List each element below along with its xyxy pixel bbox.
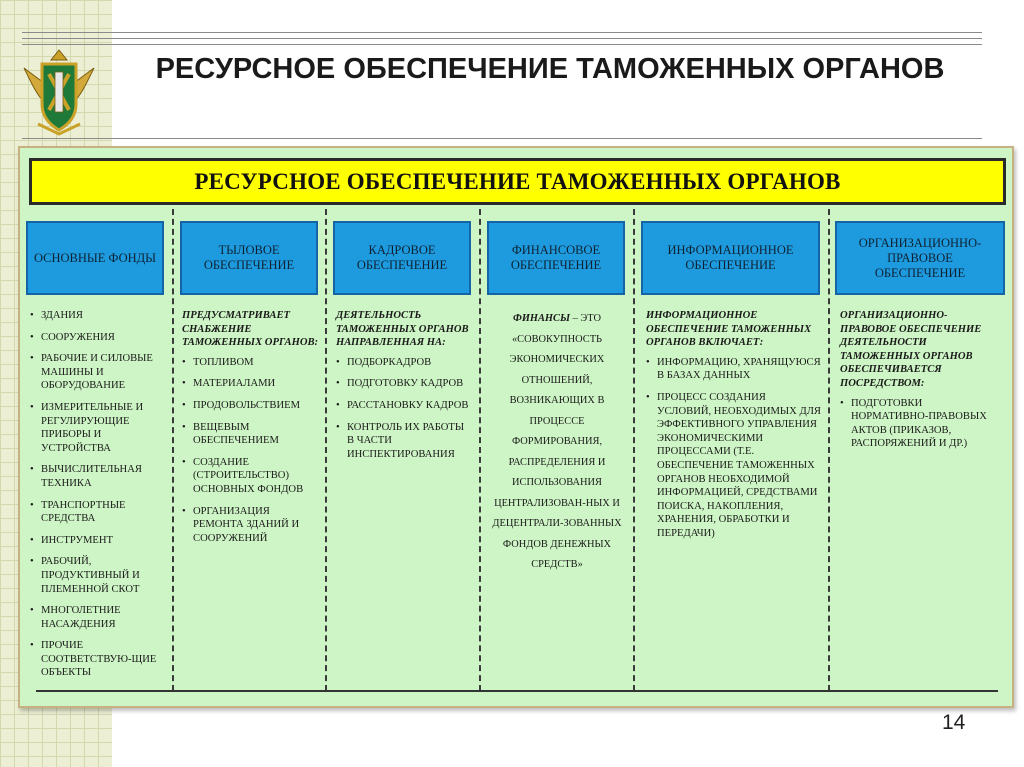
list-item: • МНОГОЛЕТНИЕ НАСАЖДЕНИЯ bbox=[30, 604, 168, 631]
list-item: • ПОДГОТОВКИ НОРМАТИВНО-ПРАВОВЫХ АКТОВ (ПРИКАЗОВ, РАСПОРЯЖЕНИЙ И ДР.) bbox=[840, 397, 1000, 451]
top-divider-2 bbox=[22, 38, 982, 39]
list-item: • ИНФОРМАЦИЮ, ХРАНЯЩУЮСЯ В БАЗАХ ДАННЫХ bbox=[646, 356, 822, 383]
list-item: • РАБОЧИЕ И СИЛОВЫЕ МАШИНЫ И ОБОРУДОВАНИЕ bbox=[30, 352, 168, 393]
list-item: • ПРОЦЕСС СОЗДАНИЯ УСЛОВИЙ, НЕОБХОДИМЫХ ДЛЯ ЭФФЕКТИВНОГО УПРАВЛЕНИЯ ЭКОНОМИЧЕСКИМИ ПРОЦЕССАМИ (Т.Е. ОБЕСПЕЧЕНИЕ ТАМОЖЕННЫХ ОРГАНОВ НЕОБХОДИМОЙ ИНФОРМАЦИЕЙ, СРЕДСТВАМИ ПОИСКА, НАКОПЛЕНИЯ, ХРАНЕНИЯ, ОБРАБОТКИ И ПЕРЕДАЧИ) bbox=[646, 391, 822, 541]
list-item: • СООРУЖЕНИЯ bbox=[30, 331, 168, 345]
column-legal bbox=[840, 309, 1000, 459]
list-item: • РАССТАНОВКУ КАДРОВ bbox=[336, 399, 472, 413]
list-item: • ПОДБОРКАДРОВ bbox=[336, 356, 472, 370]
list-item: • ИЗМЕРИТЕЛЬНЫЕ И РЕГУЛИРУЮЩИЕ ПРИБОРЫ И УСТРОЙСТВА bbox=[30, 401, 168, 455]
category-fixed-assets: ОСНОВНЫЕ ФОНДЫ bbox=[26, 221, 164, 295]
list-item: • ПРОДОВОЛЬСТВИЕМ bbox=[182, 399, 320, 413]
list-item: • ПОДГОТОВКУ КАДРОВ bbox=[336, 377, 472, 391]
list-item: • РАБОЧИЙ, ПРОДУКТИВНЫЙ И ПЛЕМЕННОЙ СКОТ bbox=[30, 555, 168, 596]
list-item: • МАТЕРИАЛАМИ bbox=[182, 377, 320, 391]
column-separator bbox=[172, 209, 174, 691]
column-separator bbox=[828, 209, 830, 691]
top-divider bbox=[22, 32, 982, 33]
top-divider-3 bbox=[22, 44, 982, 45]
column-intro: ДЕЯТЕЛЬНОСТЬ ТАМОЖЕННЫХ ОРГАНОВ НАПРАВЛЕННАЯ НА: bbox=[336, 310, 469, 349]
list-item: • ПРОЧИЕ СООТВЕТСТВУЮ-ЩИЕ ОБЪЕКТЫ bbox=[30, 639, 168, 680]
finance-term: ФИНАНСЫ bbox=[513, 313, 571, 324]
category-personnel: КАДРОВОЕ ОБЕСПЕЧЕНИЕ bbox=[333, 221, 471, 295]
column-intro: ИНФОРМАЦИОННОЕ ОБЕСПЕЧЕНИЕ ТАМОЖЕННЫХ ОРГАНОВ ВКЛЮЧАЕТ: bbox=[646, 310, 812, 349]
list-item: • КОНТРОЛЬ ИХ РАБОТЫ В ЧАСТИ ИНСПЕКТИРОВАНИЯ bbox=[336, 421, 472, 462]
list-item: • ТОПЛИВОМ bbox=[182, 356, 320, 370]
column-separator bbox=[325, 209, 327, 691]
slide-title: РЕСУРСНОЕ ОБЕСПЕЧЕНИЕ ТАМОЖЕННЫХ ОРГАНОВ bbox=[155, 53, 945, 85]
customs-emblem-icon bbox=[18, 44, 100, 138]
column-finance bbox=[486, 309, 628, 576]
list-item: • ОРГАНИЗАЦИЯ РЕМОНТА ЗДАНИЙ И СООРУЖЕНИЙ bbox=[182, 505, 320, 546]
list-item: • ИНСТРУМЕНТ bbox=[30, 534, 168, 548]
page-number: 14 bbox=[942, 711, 966, 734]
column-intro: ОРГАНИЗАЦИОННО-ПРАВОВОЕ ОБЕСПЕЧЕНИЕ ДЕЯТЕЛЬНОСТИ ТАМОЖЕННЫХ ОРГАНОВ ОБЕСПЕЧИВАЕТСЯ ПОСРЕДСТВОМ: bbox=[840, 310, 982, 389]
list-item: • ЗДАНИЯ bbox=[30, 309, 168, 323]
column-fixed-assets bbox=[30, 309, 168, 688]
category-finance: ФИНАНСОВОЕ ОБЕСПЕЧЕНИЕ bbox=[487, 221, 625, 295]
banner-title: РЕСУРСНОЕ ОБЕСПЕЧЕНИЕ ТАМОЖЕННЫХ ОРГАНОВ bbox=[29, 158, 1006, 205]
category-information: ИНФОРМАЦИОННОЕ ОБЕСПЕЧЕНИЕ bbox=[641, 221, 820, 295]
column-logistics bbox=[182, 309, 320, 553]
list-item: • СОЗДАНИЕ (СТРОИТЕЛЬСТВО) ОСНОВНЫХ ФОНДОВ bbox=[182, 456, 320, 497]
bottom-rule bbox=[36, 690, 998, 692]
column-separator bbox=[479, 209, 481, 691]
list-item: • ВЕЩЕВЫМ ОБЕСПЕЧЕНИЕМ bbox=[182, 421, 320, 448]
category-logistics: ТЫЛОВОЕ ОБЕСПЕЧЕНИЕ bbox=[180, 221, 318, 295]
list-item: • ВЫЧИСЛИТЕЛЬНАЯ ТЕХНИКА bbox=[30, 463, 168, 490]
column-personnel bbox=[336, 309, 472, 469]
list-item: • ТРАНСПОРТНЫЕ СРЕДСТВА bbox=[30, 499, 168, 526]
column-intro: ПРЕДУСМАТРИВАЕТ СНАБЖЕНИЕ ТАМОЖЕННЫХ ОРГАНОВ: bbox=[182, 310, 319, 349]
column-information bbox=[646, 309, 822, 549]
column-separator bbox=[633, 209, 635, 691]
category-legal: ОРГАНИЗАЦИОННО-ПРАВОВОЕ ОБЕСПЕЧЕНИЕ bbox=[835, 221, 1005, 295]
finance-definition: – ЭТО «СОВОКУПНОСТЬ ЭКОНОМИЧЕСКИХ ОТНОШЕНИЙ, ВОЗНИКАЮЩИХ В ПРОЦЕССЕ ФОРМИРОВАНИЯ, РАСПРЕДЕЛЕНИЯ И ИСПОЛЬЗОВАНИЯ ЦЕНТРАЛИЗОВАН-НЫХ И ДЕЦЕНТРАЛИ-ЗОВАННЫХ ФОНДОВ ДЕНЕЖНЫХ СРЕДСТВ» bbox=[492, 313, 622, 570]
title-underline bbox=[22, 138, 982, 139]
